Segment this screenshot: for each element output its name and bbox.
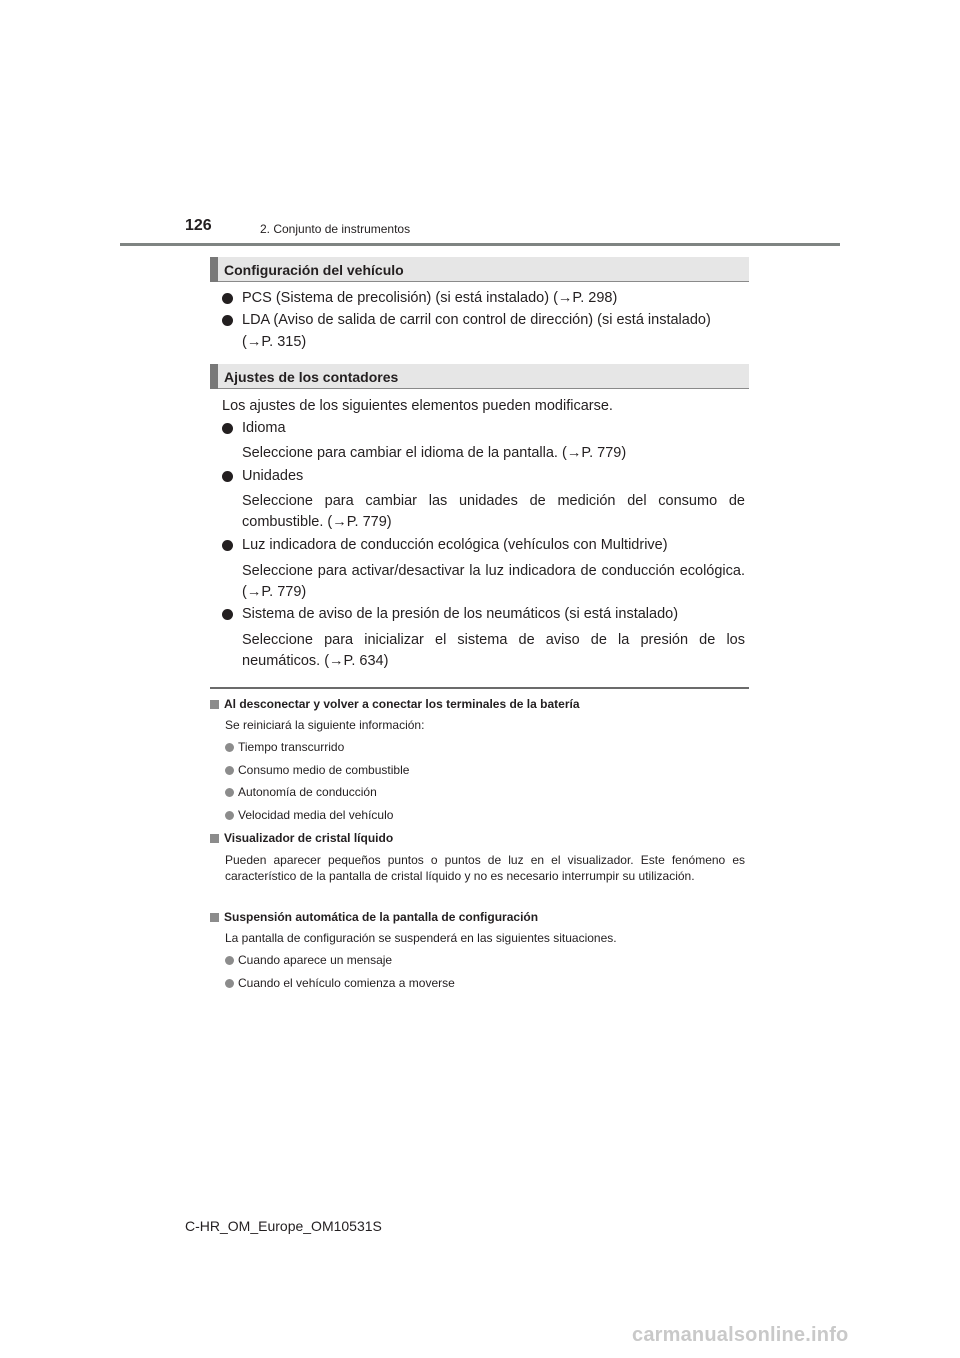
bullet-dot-icon [222,423,233,434]
heading-text: Configuración del vehículo [224,262,404,278]
section-title: 2. Conjunto de instrumentos [260,222,411,236]
gray-dot-icon [225,956,234,965]
eco-light-description: Seleccione para activar/desactivar la luz indicadora de conducción ecológica. (→P. 779) [242,563,745,600]
gray-dot-icon [225,979,234,988]
bullet-text: Sistema de aviso de la presión de los neumáticos (si está instalado) [242,606,679,622]
tire-pressure-description: Seleccione para inicializar el sistema de aviso de la presión de los neumáticos. (→P. 634) [242,632,745,669]
gray-dot-icon [225,811,234,820]
gray-dot-icon [225,743,234,752]
square-bullet-icon [210,913,219,922]
note-lcd-text: Pueden aparecer pequeños puntos o puntos de luz en el visualizador. Este fenómeno es característico de la pantalla de cristal líquido y no es necesario interrumpir su utilización. [225,853,745,883]
page-number: 126 [185,217,212,234]
idioma-description: Seleccione para cambiar el idioma de la pantalla. (→P. 779) [242,445,627,461]
bullet-dot-icon [222,315,233,326]
bullet-dot-icon [222,609,233,620]
vehicle-settings-heading [210,257,749,282]
gray-dot-icon [225,788,234,797]
header-rule [120,243,840,246]
watermark: carmanualsonline.info [632,1324,849,1346]
bullet-text: Luz indicadora de conducción ecológica (vehículos con Multidrive) [242,537,668,553]
bullet-dot-icon [222,471,233,482]
square-bullet-icon [210,834,219,843]
meter-settings-heading [210,364,749,389]
heading-marker [210,257,218,282]
heading-text: Ajustes de los contadores [224,369,399,385]
note-suspend-intro: La pantalla de configuración se suspenderá en las siguientes situaciones. [225,931,617,945]
bullet-text: LDA (Aviso de salida de carril con control de dirección) (si está instalado) [242,312,711,328]
bullet-dot-icon [222,540,233,551]
document-code: C-HR_OM_Europe_OM10531S [185,1218,382,1234]
bullet-text: Idioma [242,420,286,436]
note-battery-intro: Se reiniciará la siguiente información: [225,718,425,732]
gray-dot-icon [225,766,234,775]
bullet-lda-continuation: (→P. 315) [242,334,307,350]
meter-settings-intro: Los ajustes de los siguientes elementos pueden modificarse. [222,398,613,414]
heading-marker [210,364,218,389]
square-bullet-icon [210,700,219,709]
notes-rule [210,687,749,689]
bullet-text: PCS (Sistema de precolisión) (si está instalado) (→P. 298) [242,290,618,306]
unidades-description: Seleccione para cambiar las unidades de medición del consumo de combustible. (→P. 779) [242,493,745,530]
bullet-text: Unidades [242,468,304,484]
bullet-dot-icon [222,293,233,304]
